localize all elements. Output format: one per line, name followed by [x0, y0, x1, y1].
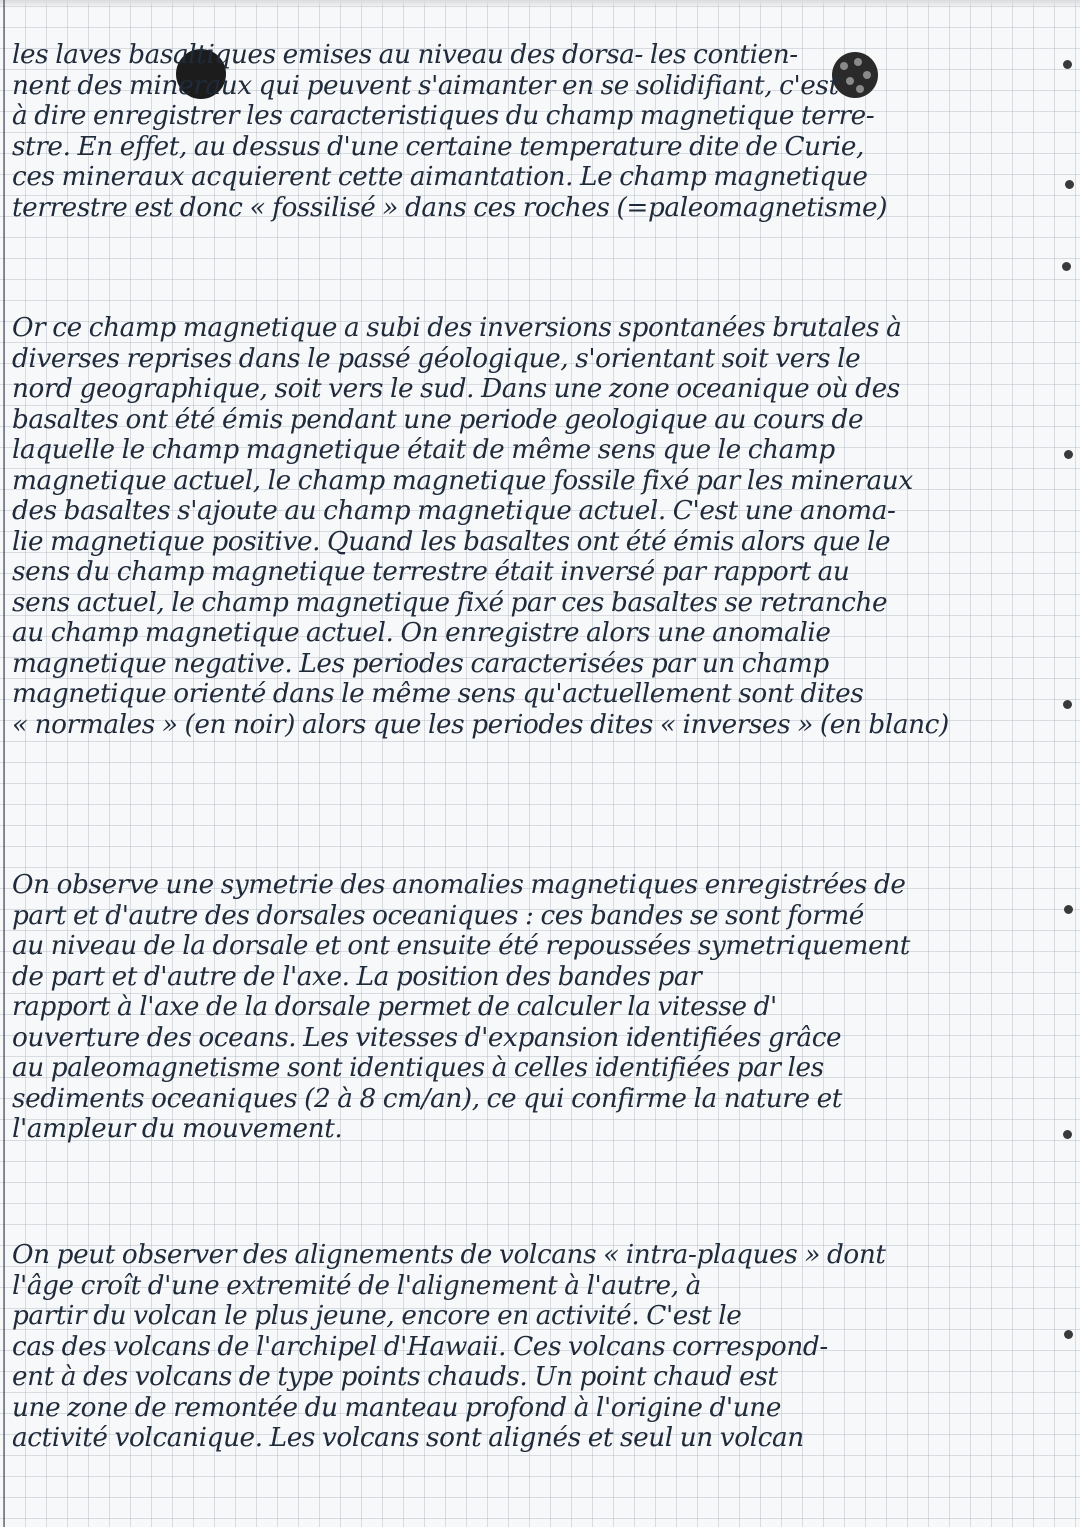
- text-line: stre. En effet, au dessus d'une certaine temperature dite de Curie,: [12, 131, 865, 162]
- edge-dot: [1064, 1330, 1073, 1339]
- text-line: magnetique negative. Les periodes caracterisées par un champ: [12, 648, 829, 679]
- text-line: Or ce champ magnetique a subi des inversions spontanées brutales à: [12, 313, 902, 343]
- text-line: part et d'autre des dorsales oceaniques : ces bandes se sont formé: [12, 900, 864, 931]
- text-line: activité volcanique. Les volcans sont alignés et seul un volcan: [12, 1423, 804, 1453]
- text-line: sens du champ magnetique terrestre était inversé par rapport au: [12, 557, 850, 587]
- text-line: « normales » (en noir) alors que les periodes dites « inverses » (en blanc): [12, 709, 949, 740]
- edge-dot: [1064, 450, 1073, 459]
- margin-line: [3, 0, 5, 1527]
- text-line: les laves basaltiques emises au niveau des dorsa- les contien-: [12, 40, 798, 70]
- paragraph-magnetic-inversions: [12, 313, 1052, 740]
- text-line: sediments oceaniques (2 à 8 cm/an), ce qui confirme la nature et: [12, 1083, 842, 1114]
- text-line: nord geographique, soit vers le sud. Dans une zone oceanique où des: [12, 374, 900, 404]
- text-line: cas des volcans de l'archipel d'Hawaii. Ces volcans correspond-: [12, 1331, 828, 1362]
- text-line: rapport à l'axe de la dorsale permet de calculer la vitesse d': [12, 992, 777, 1022]
- text-line: lie magnetique positive. Quand les basaltes ont été émis alors que le: [12, 526, 891, 557]
- text-line: au niveau de la dorsale et ont ensuite été repoussées symetriquement: [12, 931, 910, 961]
- text-line: On observe une symetrie des anomalies magnetiques enregistrées de: [12, 870, 906, 900]
- paragraph-paleomagnetism: [12, 40, 1052, 223]
- text-line: sens actuel, le champ magnetique fixé par ces basaltes se retranche: [12, 587, 888, 618]
- page-top-edge: [0, 0, 1080, 8]
- text-line: ouverture des oceans. Les vitesses d'expansion identifiées grâce: [12, 1022, 842, 1053]
- paragraph-anomaly-symmetry: [12, 870, 1052, 1145]
- text-line: magnetique orienté dans le même sens qu'actuellement sont dites: [12, 679, 864, 709]
- text-line: l'âge croît d'une extremité de l'alignement à l'autre, à: [12, 1270, 701, 1301]
- text-line: On peut observer des alignements de volcans « intra-plaques » dont: [12, 1240, 886, 1270]
- text-line: basaltes ont été émis pendant une periode geologique au cours de: [12, 404, 864, 435]
- text-line: l'ampleur du mouvement.: [12, 1114, 343, 1144]
- text-line: partir du volcan le plus jeune, encore en activité. C'est le: [12, 1301, 742, 1331]
- text-line: une zone de remontée du manteau profond à l'origine d'une: [12, 1392, 781, 1423]
- text-line: magnetique actuel, le champ magnetique fossile fixé par les mineraux: [12, 465, 913, 496]
- edge-dot: [1062, 262, 1071, 271]
- edge-dot: [1063, 1130, 1072, 1139]
- text-line: à dire enregistrer les caracteristiques du champ magnetique terre-: [12, 101, 875, 131]
- paragraph-hotspot-volcanoes: [12, 1240, 1052, 1454]
- edge-dot: [1065, 180, 1074, 189]
- edge-dot: [1063, 700, 1072, 709]
- edge-dot: [1063, 60, 1072, 69]
- text-line: terrestre est donc « fossilisé » dans ces roches (=paleomagnetisme): [12, 192, 888, 223]
- text-line: ent à des volcans de type points chauds. Un point chaud est: [12, 1362, 778, 1392]
- text-line: au champ magnetique actuel. On enregistre alors une anomalie: [12, 618, 831, 648]
- text-line: des basaltes s'ajoute au champ magnetique actuel. C'est une anoma-: [12, 496, 896, 526]
- text-line: diverses reprises dans le passé géologique, s'orientant soit vers le: [12, 343, 861, 374]
- text-line: au paleomagnetisme sont identiques à celles identifiées par les: [12, 1053, 824, 1083]
- text-line: nent des mineraux qui peuvent s'aimanter en se solidifiant, c'est: [12, 70, 839, 101]
- text-line: ces mineraux acquierent cette aimantation. Le champ magnetique: [12, 162, 868, 192]
- text-line: de part et d'autre de l'axe. La position des bandes par: [12, 961, 702, 992]
- text-line: laquelle le champ magnetique était de même sens que le champ: [12, 435, 835, 465]
- edge-dot: [1064, 905, 1073, 914]
